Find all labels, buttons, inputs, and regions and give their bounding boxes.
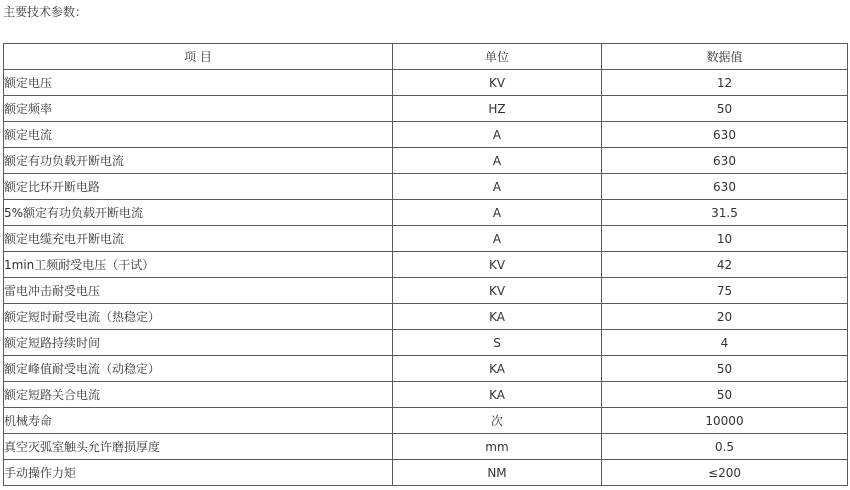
param-value: 4 [602,330,848,356]
param-value: 10 [602,226,848,252]
param-unit: KA [393,356,602,382]
table-row [4,252,848,278]
param-value: 0.5 [602,434,848,460]
param-unit: mm [393,434,602,460]
column-header-unit: 单位 [393,44,602,70]
param-name: 额定电流 [4,122,393,148]
table-row [4,96,848,122]
param-name: 额定短时耐受电流（热稳定） [4,304,393,330]
column-header-value: 数据值 [602,44,848,70]
param-unit: A [393,148,602,174]
table-header-row [4,44,848,70]
param-unit: KV [393,278,602,304]
table-row [4,70,848,96]
param-value: 50 [602,96,848,122]
table-row [4,148,848,174]
param-name: 额定比环开断电路 [4,174,393,200]
param-unit: KA [393,382,602,408]
param-name: 额定短路关合电流 [4,382,393,408]
param-value: 630 [602,174,848,200]
param-value: 42 [602,252,848,278]
table-row [4,200,848,226]
param-value: 20 [602,304,848,330]
param-name: 额定电压 [4,70,393,96]
param-unit: S [393,330,602,356]
param-name: 额定峰值耐受电流（动稳定） [4,356,393,382]
param-unit: KV [393,70,602,96]
table-row [4,278,848,304]
param-unit: A [393,226,602,252]
param-unit: 次 [393,408,602,434]
table-row [4,460,848,486]
param-name: 额定短路持续时间 [4,330,393,356]
param-name: 机械寿命 [4,408,393,434]
param-unit: NM [393,460,602,486]
column-header-item: 项 目 [4,44,393,70]
param-value: 50 [602,356,848,382]
param-unit: A [393,174,602,200]
param-unit: A [393,200,602,226]
param-value: 50 [602,382,848,408]
table-row [4,122,848,148]
param-value: ≤200 [602,460,848,486]
param-value: 12 [602,70,848,96]
param-value: 31.5 [602,200,848,226]
table-row [4,434,848,460]
param-name: 额定电缆充电开断电流 [4,226,393,252]
param-name: 额定有功负载开断电流 [4,148,393,174]
param-unit: HZ [393,96,602,122]
param-name: 真空灭弧室触头允许磨损厚度 [4,434,393,460]
param-unit: A [393,122,602,148]
param-name: 1min工频耐受电压（干试） [4,252,393,278]
table-row [4,356,848,382]
param-name: 雷电冲击耐受电压 [4,278,393,304]
param-name: 5%额定有功负载开断电流 [4,200,393,226]
table-row [4,408,848,434]
param-unit: KA [393,304,602,330]
param-value: 630 [602,122,848,148]
param-value: 10000 [602,408,848,434]
table-row [4,382,848,408]
param-value: 630 [602,148,848,174]
section-heading: 主要技术参数： [3,5,88,19]
table-row [4,304,848,330]
technical-parameters-table [3,43,848,486]
param-unit: KV [393,252,602,278]
table-row [4,330,848,356]
param-name: 额定频率 [4,96,393,122]
table-row [4,174,848,200]
param-value: 75 [602,278,848,304]
table-row [4,226,848,252]
param-name: 手动操作力矩 [4,460,393,486]
